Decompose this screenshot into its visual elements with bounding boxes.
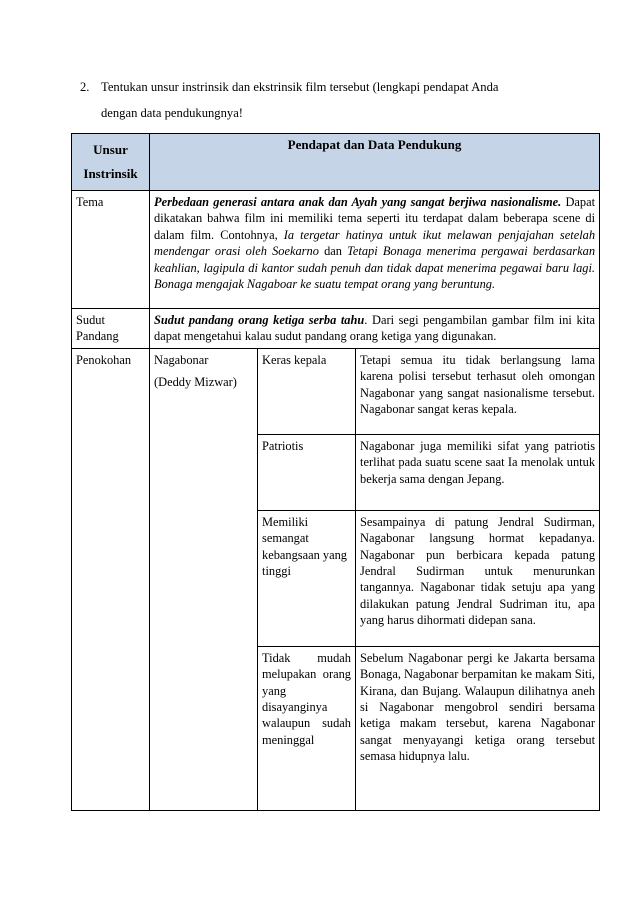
question-number: 2. xyxy=(80,80,90,94)
tema-label: Tema xyxy=(72,191,150,309)
tema-bold-italic: Perbedaan generasi antara anak dan Ayah yang sangat berjiwa nasionalisme. xyxy=(154,195,562,209)
tema-italic2: Tetapi Bonaga menerima pergawai berdasarkan keahlian, lagipula di kantor sudah penuh dan tidak dapat menerima pegawai baru lagi. Bonaga mengajak Nagaboar ke suatu tempat orang yang beruntung. xyxy=(154,244,596,292)
header-unsur-instrinsik xyxy=(72,134,150,191)
sudut-pandang-content xyxy=(150,309,600,349)
table-row-tema xyxy=(72,191,600,309)
trait-2-description: Nagabonar juga memiliki sifat yang patriotis terlihat pada suatu scene saat Ia menolak untuk bekerja sama dengan Jepang. xyxy=(356,434,600,510)
character-name: Nagabonar xyxy=(154,352,209,367)
trait-1-description: Tetapi semua itu tidak berlangsung lama karena polisi tersebut terhasut oleh omongan Nagabonar yang sangat nasionalisme tersebut. Nagabonar sangat keras kepala. xyxy=(356,348,600,434)
sudut-pandang-label xyxy=(72,309,150,349)
trait-2: Patriotis xyxy=(258,434,356,510)
table-row-sudut-pandang xyxy=(72,309,600,349)
sudut-pandang-bold-italic: Sudut pandang orang ketiga serba tahu xyxy=(154,313,365,327)
character-cell xyxy=(150,348,258,810)
intrinsic-elements-table xyxy=(71,133,600,811)
table-row-penokohan-1 xyxy=(72,348,600,434)
trait-4-description: Sebelum Nagabonar pergi ke Jakarta bersama Bonaga, Nagabonar berpamitan ke makam Siti, Kirana, dan Bujang. Walaupun dilihatnya aneh si Nagabonar mengobrol sendiri bersama ketiga makam tersebut, karena Nagabonar sangat menyayangi ketiga orang tersebut semasa hidupnya lalu. xyxy=(356,646,600,810)
tema-content xyxy=(150,191,600,309)
sudut-pandang-label-line1: Sudut xyxy=(76,313,105,327)
table-header-row xyxy=(72,134,600,191)
trait-3-description: Sesampainya di patung Jendral Sudirman, Nagabonar langsung hormat kepadanya. Nagabonar pun berbicara kepada patung Jendral Sudirman untuk menurunkan tangannya. Nagabonar tidak setuju apa yang dilakukan patung Jendral Sudriman itu, apa yang harus dihormati didepan sana. xyxy=(356,510,600,646)
question-text-line2: dengan data pendukungnya! xyxy=(101,106,243,120)
trait-1: Keras kepala xyxy=(258,348,356,434)
header-pendapat: Pendapat dan Data Pendukung xyxy=(150,134,600,191)
question-text-line1: Tentukan unsur instrinsik dan ekstrinsik film tersebut (lengkapi pendapat Anda xyxy=(101,80,499,94)
tema-plain2: dan xyxy=(318,244,348,259)
trait-3: Memiliki semangat kebangsaan yang tinggi xyxy=(258,510,356,646)
penokohan-label: Penokohan xyxy=(72,348,150,810)
trait-4: Tidak mudah melupakan orang yang disayanginya walaupun sudah meninggal xyxy=(258,646,356,810)
character-actor: (Deddy Mizwar) xyxy=(154,375,237,390)
sudut-pandang-plain: . Dari segi pengambilan gambar film ini kita dapat mengetahui kalau sudut pandang orang ketiga yang digunakan. xyxy=(154,313,596,344)
sudut-pandang-label-line2: Pandang xyxy=(76,329,119,344)
header-col1-line1: Unsur xyxy=(93,142,128,157)
tema-italic1: Ia tergetar hatinya untuk ikut melawan penjajahan setelah mendengar orasi oleh Soekarno xyxy=(154,227,596,259)
tema-plain: Dapat dikatakan bahwa film ini memiliki tema seperti itu terdapat dalam beberapa scene di dalam film. Contohnya, xyxy=(154,195,596,242)
header-col1-line2: Instrinsik xyxy=(83,166,138,181)
